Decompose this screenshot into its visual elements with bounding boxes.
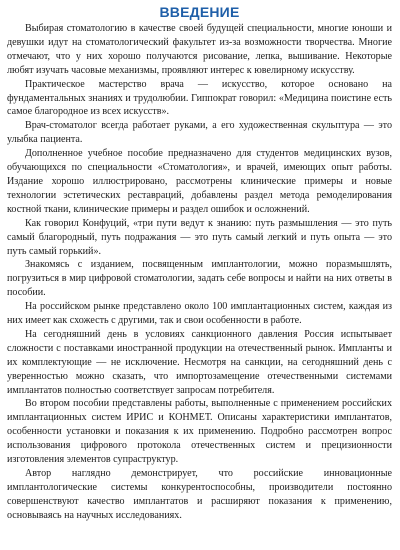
paragraph: На российском рынке представлено около 100 имплантационных систем, каждая из них имеет как схожесть с другими, так и свои особенности в работе. [7,301,392,327]
paragraph: Во втором пособии представлены работы, выполненные с применением российских имплантационных систем ИРИС и КОНМЕТ. Описаны характеристики имплантатов, особенности установки и показания к их применению. Подробно рассмотрен вопрос использования цифрового протокола отечественных систем и прецизионности изготовления элементов супраструктур. [7,398,392,466]
body-text [7,22,392,523]
paragraph: Знакомясь с изданием, посвященным имплантологии, можно поразмышлять, погрузиться в мир цифровой стоматологии, задать себе вопросы и найти на них ответы в пособии. [7,259,392,299]
paragraph: Врач-стоматолог всегда работает руками, а его художественная скульптура — это улыбка пациента. [7,120,392,146]
paragraph: На сегодняшний день в условиях санкционного давления Россия испытывает сложности с поставками иностранной продукции на отечественный рынок. Импланты и их комплектующие — не исключение. Несмотря на санкции, на сегодняшний день с уверенностью можно сказать, что импортозамещение отечественными системами имплантатов полностью соответствует запросам потребителя. [7,328,392,396]
paragraph: Дополненное учебное пособие предназначено для студентов медицинских вузов, обучающихся по специальности «Стоматология», и врачей, имеющих опыт работы. Издание хорошо иллюстрировано, рассмотрены клинические примеры и новые технологии эстетических реставраций, добавлены раздел метода ремоделирования костной ткани, клинические примеры и раздел ошибок и осложнений. [7,148,392,215]
paragraph: Как говорил Конфуций, «три пути ведут к знанию: путь размышления — это путь самый благородный, путь подражания — это путь самый легкий и путь опыта — это путь самый горький». [7,217,392,257]
page-heading: ВВЕДЕНИЕ [159,4,240,20]
paragraph: Выбирая стоматологию в качестве своей будущей специальности, многие юноши и девушки идут на стоматологический факультет из-за возможности творчества. Многие отмечают, что у них хорошо получаются рисование, лепка, вышивание. Некоторые любят изучать часовые механизмы, проявляют интерес к ювелирному искусству. [7,23,392,76]
paragraph: Практическое мастерство врача — искусство, которое основано на фундаментальных знаниях и трудолюбии. Гиппократ говорил: «Медицина поистине есть самое благородное из всех искусств». [7,78,392,118]
paragraph: Автор наглядно демонстрирует, что российские инновационные имплантологические системы конкурентоспособны, производители постоянно совершенствуют качество имплантатов и расширяют показания к применению, основываясь на научных исследованиях. [7,468,392,521]
